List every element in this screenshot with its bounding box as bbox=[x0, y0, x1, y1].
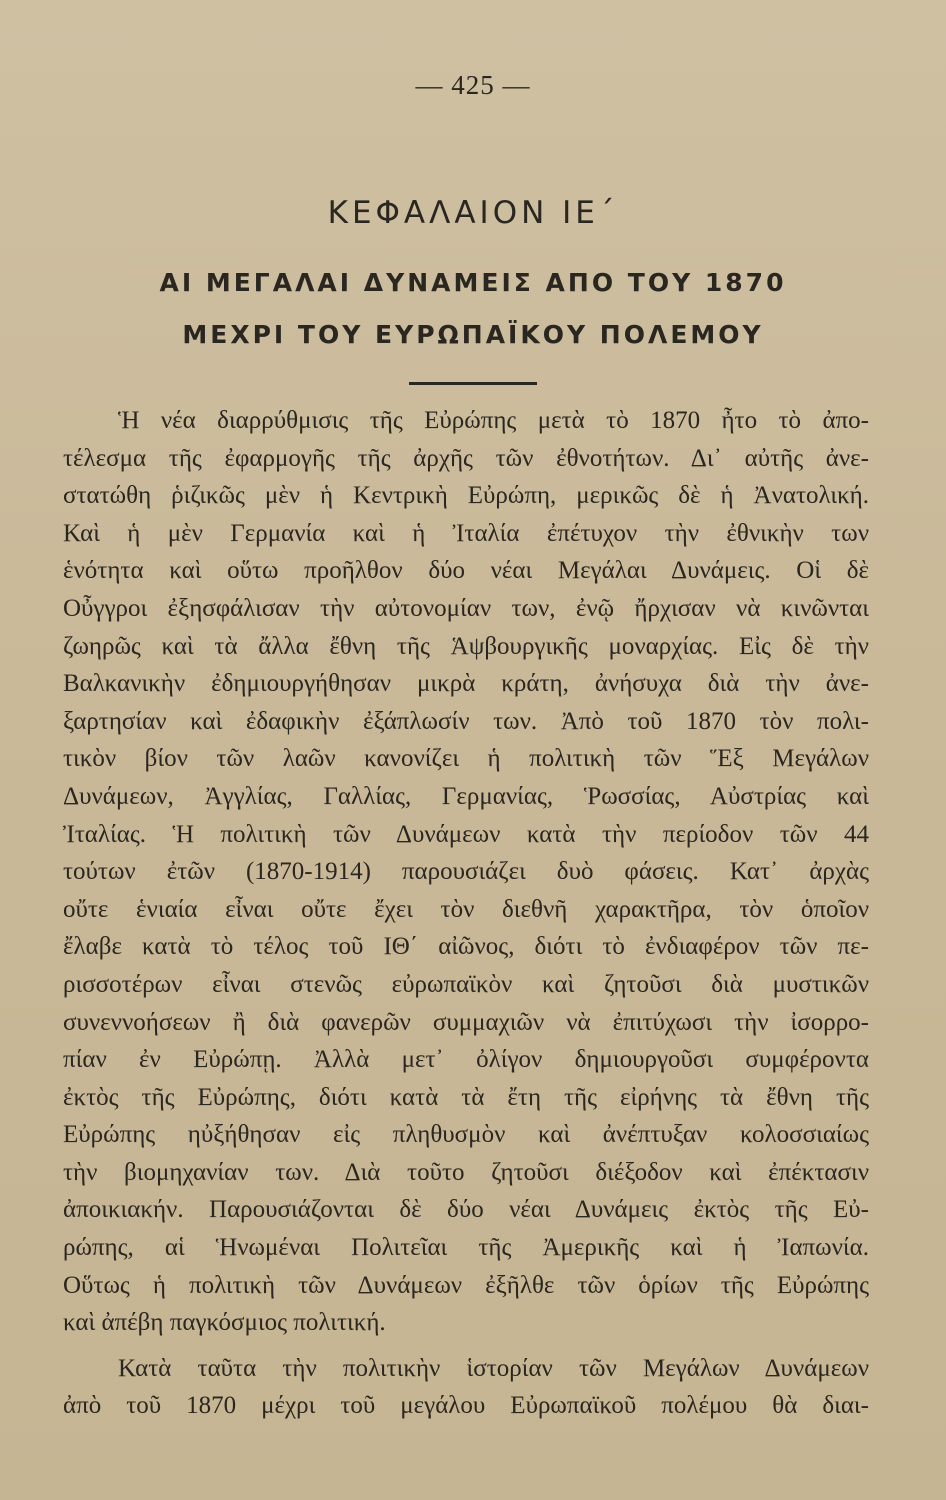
text-line: ρισσοτέρων εἶναι στενῶς εὐρωπαϊκὸν καὶ ζητοῦσι διὰ μυστικῶν bbox=[63, 970, 869, 998]
text-line: καὶ ἀπέβη παγκόσμιος πολιτική. bbox=[63, 1309, 386, 1337]
page-number: — 425 — bbox=[415, 70, 531, 100]
text-line: ἀποικιακήν. Παρουσιάζονται δὲ δύο νέαι Δυνάμεις ἐκτὸς τῆς Εὐ- bbox=[63, 1196, 869, 1224]
text-line: τὴν βιομηχανίαν των. Διὰ τοῦτο ζητοῦσι διέξοδον καὶ ἐπέκτασιν bbox=[63, 1158, 869, 1186]
text-line: Οὕτως ἡ πολιτικὴ τῶν Δυνάμεων ἐξῆλθε τῶν ὁρίων τῆς Εὐρώπης bbox=[63, 1271, 869, 1299]
text-line: Ἰταλίας. Ἡ πολιτικὴ τῶν Δυνάμεων κατὰ τὴν περίοδον τῶν 44 bbox=[63, 820, 869, 848]
text-line: οὔτε ἑνιαία εἶναι οὔτε ἔχει τὸν διεθνῆ χαρακτῆρα, τὸν ὁποῖον bbox=[63, 895, 869, 923]
text-line: ρώπης, αἱ Ἡνωμέναι Πολιτεῖαι τῆς Ἀμερικῆς καὶ ἡ Ἰαπωνία. bbox=[63, 1234, 869, 1262]
text-line: πίαν ἐν Εὐρώπῃ. Ἀλλὰ μετ᾽ ὀλίγον δημιουργοῦσι συμφέροντα bbox=[63, 1046, 869, 1074]
text-line: στατώθη ῥιζικῶς μὲν ἡ Κεντρικὴ Εὐρώπη, μερικῶς δὲ ἡ Ἀνατολική. bbox=[63, 482, 869, 510]
text-line: ἔλαβε κατὰ τὸ τέλος τοῦ ΙΘ΄ αἰῶνος, διότι τὸ ἐνδιαφέρον τῶν πε- bbox=[63, 933, 869, 961]
text-line: ἑνότητα καὶ οὕτω προῆλθον δύο νέαι Μεγάλαι Δυνάμεις. Οἱ δὲ bbox=[63, 557, 869, 585]
text-line: τούτων ἐτῶν (1870-1914) παρουσιάζει δυὸ φάσεις. Κατ᾽ ἀρχὰς bbox=[63, 858, 869, 886]
text-line: τέλεσμα τῆς ἐφαρμογῆς τῆς ἀρχῆς τῶν ἐθνοτήτων. Δι᾽ αὐτῆς ἀνε- bbox=[63, 444, 869, 472]
text-line: Δυνάμεων, Ἀγγλίας, Γαλλίας, Γερμανίας, Ῥωσσίας, Αὐστρίας καὶ bbox=[63, 782, 869, 810]
chapter-title-line-1: ΑΙ ΜΕΓΑΛΑΙ ΔΥΝΑΜΕΙΣ ΑΠΟ ΤΟΥ 1870 bbox=[159, 268, 787, 297]
text-line: Βαλκανικὴν ἐδημιουργήθησαν μικρὰ κράτη, ἀνήσυχα διὰ τὴν ἀνε- bbox=[63, 670, 869, 698]
body-text bbox=[63, 402, 869, 1425]
text-line: Κατὰ ταῦτα τὴν πολιτικὴν ἱστορίαν τῶν Μεγάλων Δυνάμεων bbox=[118, 1354, 869, 1382]
text-line: ἀπὸ τοῦ 1870 μέχρι τοῦ μεγάλου Εὐρωπαϊκοῦ πολέμου θὰ διαι- bbox=[63, 1392, 869, 1420]
text-line: τικὸν βίον τῶν λαῶν κανονίζει ἡ πολιτικὴ τῶν Ἕξ Μεγάλων bbox=[63, 745, 869, 773]
text-line: συνεννοήσεων ἢ διὰ φανερῶν συμμαχιῶν νὰ ἐπιτύχωσι τὴν ἰσορρο- bbox=[63, 1008, 869, 1036]
chapter-heading: ΚΕΦΑΛΑΙΟΝ ΙΕ΄ bbox=[327, 195, 619, 231]
text-line: Ἡ νέα διαρρύθμισις τῆς Εὐρώπης μετὰ τὸ 1870 ἦτο τὸ ἀπο- bbox=[118, 407, 869, 434]
text-line: Οὖγγροι ἐξησφάλισαν τὴν αὐτονομίαν των, ἐνῷ ἤρχισαν νὰ κινῶνται bbox=[63, 594, 869, 622]
text-line: ξαρτησίαν καὶ ἐδαφικὴν ἐξάπλωσίν των. Ἀπὸ τοῦ 1870 τὸν πολι- bbox=[63, 707, 869, 735]
chapter-title-line-2: ΜΕΧΡΙ ΤΟΥ ΕΥΡΩΠΑΪΚΟΥ ΠΟΛΕΜΟΥ bbox=[182, 320, 764, 349]
text-line: ἐκτὸς τῆς Εὐρώπης, διότι κατὰ τὰ ἔτη τῆς εἰρήνης τὰ ἔθνη τῆς bbox=[63, 1083, 869, 1111]
title-divider bbox=[409, 382, 537, 385]
text-line: Καὶ ἡ μὲν Γερμανία καὶ ἡ Ἰταλία ἐπέτυχον τὴν ἐθνικὴν των bbox=[63, 519, 869, 547]
text-line: ζωηρῶς καὶ τὰ ἄλλα ἔθνη τῆς Ἁψβουργικῆς μοναρχίας. Εἰς δὲ τὴν bbox=[63, 632, 869, 660]
text-line: Εὐρώπης ηὐξήθησαν εἰς πληθυσμὸν καὶ ἀνέπτυξαν κολοσσιαίως bbox=[63, 1121, 869, 1149]
